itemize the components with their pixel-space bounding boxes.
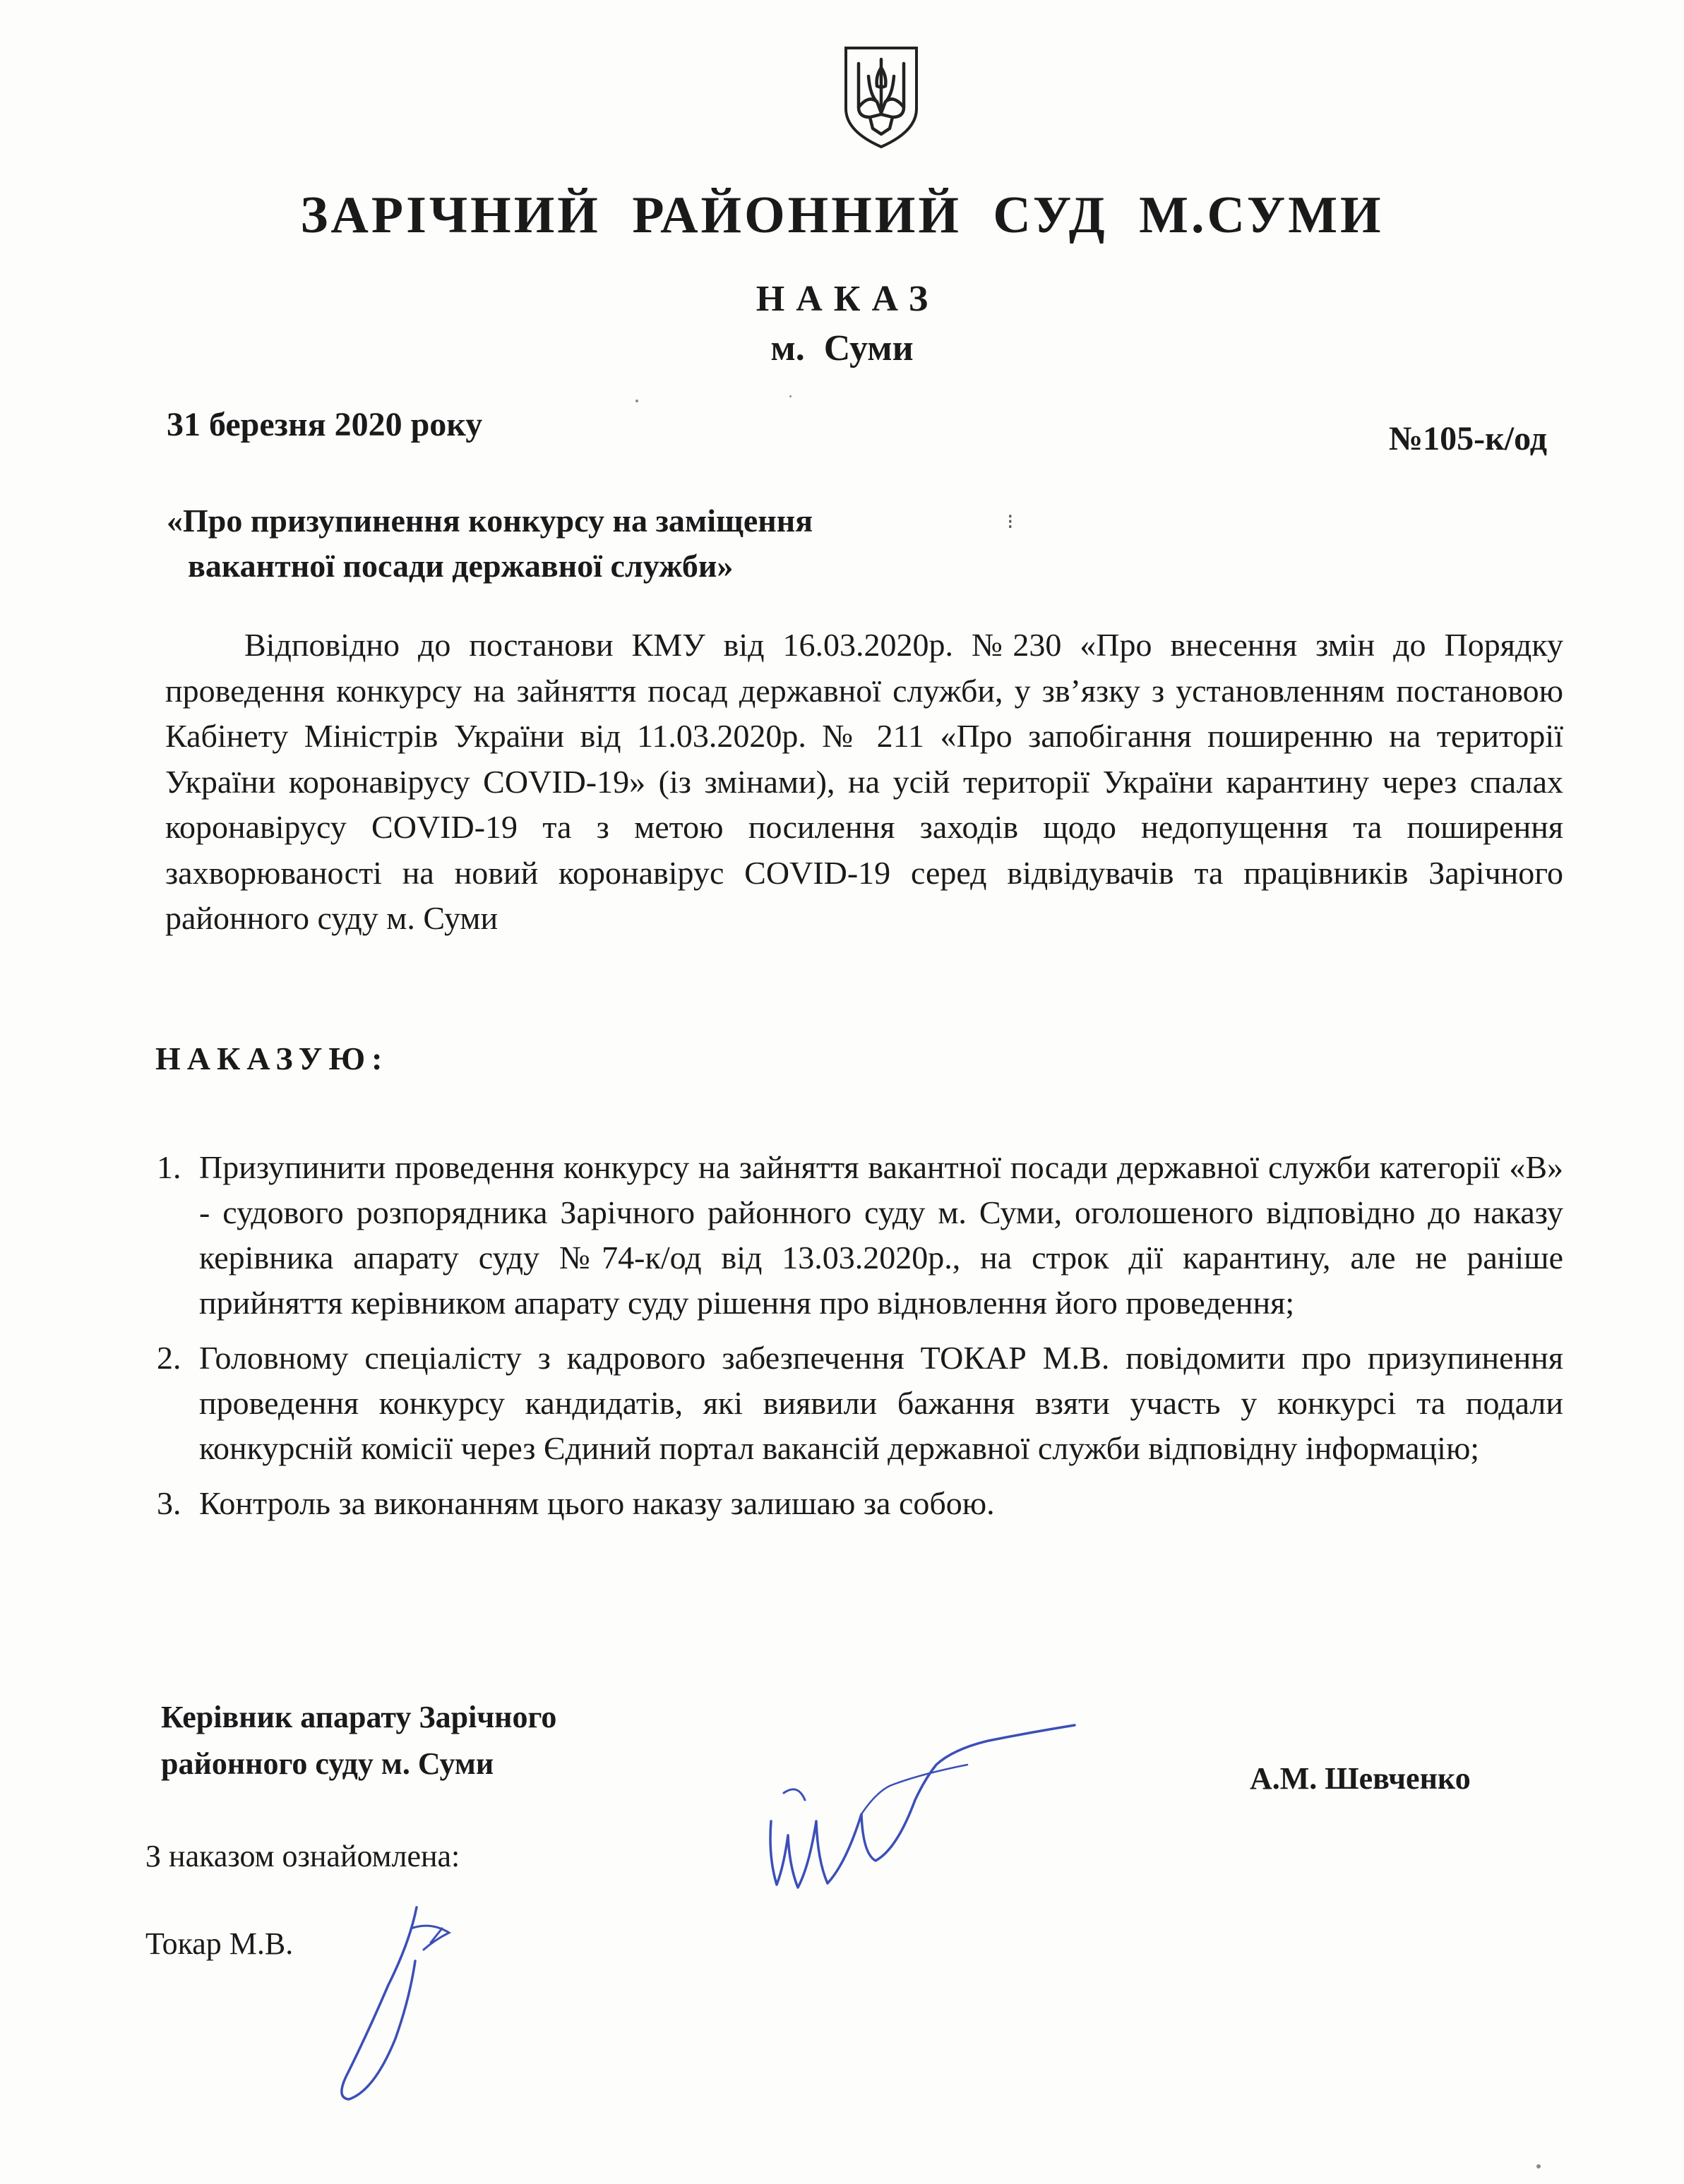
subject-line-2: вакантної посади державної служби» (188, 548, 734, 584)
signatory-title (161, 1694, 556, 1787)
order-items-list (157, 1145, 1563, 1536)
document-type: НАКАЗ (756, 279, 940, 319)
acknowledgement-note: З наказом ознайомлена: (145, 1839, 460, 1873)
city: м. Суми (770, 328, 914, 368)
order-item-text: Призупинити проведення конкурсу на зайняття вакантної посади державної служби категорії «В» - судового розпорядника Зарічного районного суду м. Суми, оголошеного відповідно до наказу керівника апарату суду №74-к/од від 13.03.2020р., на строк дії карантину, але не раніше прийняття керівником апарату суду рішення про відновлення його проведення; (199, 1149, 1563, 1321)
order-date: 31 березня 2020 року (167, 406, 483, 443)
court-name: ЗАРІЧНИЙ РАЙОННИЙ СУД М.СУМИ (300, 186, 1384, 244)
order-item (157, 1336, 1563, 1471)
order-item (157, 1145, 1563, 1326)
preamble-paragraph: Відповідно до постанови КМУ від 16.03.2020р. №230 «Про внесення змін до Порядку проведення конкурсу на зайняття посад державної служби, у зв’язку з установленням постановою Кабінету Міністрів України від 11.03.2020р. № 211 «Про запобігання поширенню на території України коронавірусу COVID-19» (із змінами), на усій території України карантину через спалах коронавірусу COVID-19 та з метою посилення заходів щодо недопущення та поширення захворюваності на новий коронавірус COVID-19 серед відвідувачів та працівників Зарічного районного суду м. Суми (165, 627, 1563, 936)
scan-speck (1536, 2164, 1541, 2168)
order-item (157, 1481, 1563, 1526)
order-item-number: 2. (157, 1340, 181, 1376)
order-heading: НАКАЗУЮ: (155, 1040, 389, 1076)
ukraine-trident-icon (840, 44, 922, 150)
order-item-text: Контроль за виконанням цього наказу залишаю за собою. (199, 1485, 995, 1521)
acknowledgement-signature (311, 1900, 466, 2112)
scan-speck (635, 400, 638, 402)
handwritten-signature (756, 1715, 1080, 1899)
order-item-number: 1. (157, 1149, 181, 1185)
signatory-name: А.М. Шевченко (1250, 1761, 1471, 1796)
acknowledgement-name: Токар М.В. (145, 1926, 294, 1961)
scan-mark: ⁝ (1007, 510, 1014, 534)
order-item-number: 3. (157, 1485, 181, 1521)
order-item-text: Головному спеціалісту з кадрового забезпечення ТОКАР М.В. повідомити про призупинення проведення конкурсу кандидатів, які виявили бажання взяти участь у конкурсі та подали конкурсній комісії через Єдиний портал вакансій державної служби відповідну інформацію; (199, 1340, 1563, 1466)
order-subject (167, 498, 1085, 589)
scan-speck (789, 395, 792, 397)
signatory-title-line-1: Керівник апарату Зарічного (161, 1700, 557, 1734)
order-number: №105-к/од (1388, 420, 1547, 457)
subject-line-1: «Про призупинення конкурсу на заміщення (167, 503, 813, 539)
signatory-title-line-2: районного суду м. Суми (161, 1746, 494, 1781)
